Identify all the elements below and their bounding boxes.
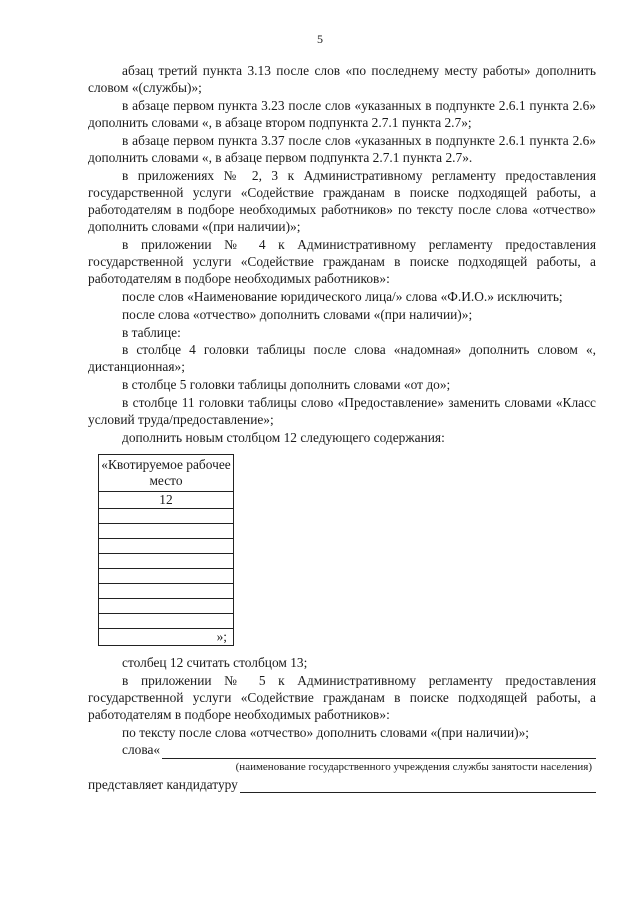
- paragraph: столбец 12 считать столбцом 13;: [122, 654, 308, 670]
- paragraph: после слов «Наименование юридического лица/» слова «Ф.И.О.» исключить;: [122, 289, 563, 305]
- form-label: представляет кандидатуру: [88, 776, 238, 792]
- paragraph: в абзаце первом пункта 3.37 после слов «указанных в подпункте 2.6.1 пункта 2.6» дополнить словами «, в абзаце первом подпункта 2.7.1 пункта 2.7».: [88, 132, 596, 166]
- paragraph: в столбце 4 головки таблицы после слова «надомная» дополнить словом «, дистанционная»;: [88, 342, 596, 375]
- paragraph: в приложении № 5 к Административному регламенту предоставления государственной услуги «Содействие гражданам в поиске подходящей работы, а работодателям в подборе необходимых работников»:: [88, 672, 596, 723]
- form-line-slova: [88, 741, 596, 758]
- table-closing-cell: »;: [99, 628, 234, 645]
- paragraph: по тексту после слова «отчество» дополнить словами «(при наличии)»;: [122, 724, 530, 740]
- page-number: 5: [317, 32, 323, 46]
- quota-table: [98, 454, 234, 646]
- table-empty-cell: [99, 613, 234, 628]
- table-column-number: 12: [99, 491, 234, 508]
- paragraph: дополнить новым столбцом 12 следующего содержания:: [122, 429, 445, 445]
- table-empty-cell: [99, 553, 234, 568]
- paragraph: после слова «отчество» дополнить словами «(при наличии)»;: [122, 306, 473, 322]
- table-empty-cell: [99, 598, 234, 613]
- blank-line: [162, 743, 596, 759]
- paragraph: в столбце 11 головки таблицы слово «Предоставление» заменить словами «Класс условий труда/предоставление»;: [88, 394, 596, 428]
- paragraph: в столбце 5 головки таблицы дополнить словами «от до»;: [122, 377, 451, 393]
- paragraph: в абзаце первом пункта 3.23 после слов «указанных в подпункте 2.6.1 пункта 2.6» дополнить словами «, в абзаце втором подпункта 2.7.1 пункта 2.7»;: [88, 97, 596, 131]
- paragraph: в приложениях № 2, 3 к Административному регламенту предоставления государственной услуги «Содействие гражданам в поиске подходящей работы, а работодателям в подборе необходимых работников» по тексту после слова «отчество» дополнить словами «(при наличии)»;: [88, 167, 596, 235]
- form-line-candidate: [88, 776, 596, 793]
- paragraph: в приложении № 4 к Административному регламенту предоставления государственной услуги «Содействие гражданам в поиске подходящей работы, а работодателям в подборе необходимых работников»:: [88, 237, 596, 287]
- table-empty-cell: [99, 583, 234, 598]
- paragraph: в таблице:: [122, 324, 181, 340]
- table-empty-cell: [99, 568, 234, 583]
- form-caption: (наименование государственного учреждения службы занятости населения): [235, 760, 592, 773]
- form-label: слова«: [122, 742, 161, 758]
- table-empty-cell: [99, 523, 234, 538]
- blank-line: [240, 777, 596, 793]
- table-empty-cell: [99, 508, 234, 523]
- paragraph: абзац третий пункта 3.13 после слов «по последнему месту работы» дополнить словом «(службы)»;: [88, 63, 596, 96]
- table-empty-cell: [99, 538, 234, 553]
- document-body: [88, 62, 596, 793]
- table-header-cell: «Квотируемое рабочее место: [99, 454, 234, 491]
